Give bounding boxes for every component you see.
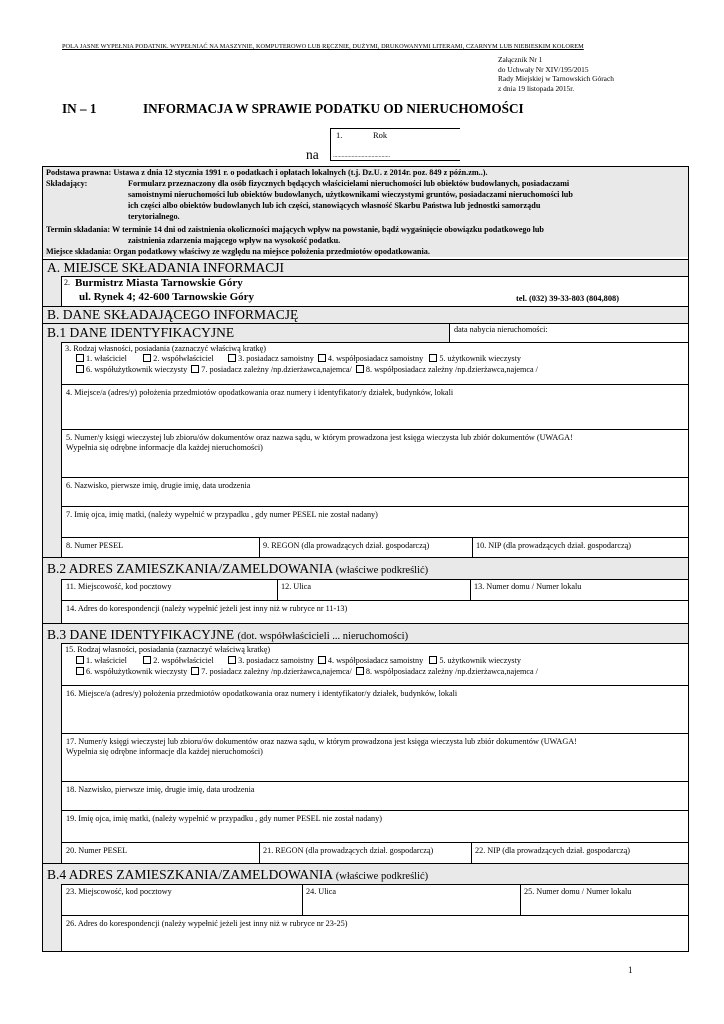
field-10-nip[interactable]	[472, 537, 688, 557]
field-2-number: 2.	[64, 278, 70, 287]
field-8-pesel[interactable]	[61, 537, 259, 557]
submitter-label: Składający:	[46, 179, 88, 188]
checkbox-icon[interactable]	[143, 354, 151, 362]
field-5-label-2: Wypełnia się odrębne informacje dla każdej nieruchomości)	[66, 443, 263, 453]
legal-basis-text: Ustawa z dnia 12 stycznia 1991 r. o podatkach i opłatach lokalnych (t.j. Dz.U. z 2014r. poz. 849 z późn.zm..).	[113, 168, 488, 177]
section-b4-note: (właściwe podkreślić)	[335, 871, 429, 882]
field-9-label: 9. REGON (dla prowadzących dział. gospodarczą)	[263, 541, 430, 550]
authority-address: ul. Rynek 4; 42-600 Tarnowskie Góry	[79, 291, 255, 303]
section-a-title: A. MIEJSCE SKŁADANIA INFORMACJI	[47, 260, 285, 275]
field-23-label: 23. Miejscowość, kod pocztowy	[66, 887, 172, 896]
indent-bar	[43, 342, 61, 557]
submitter-line-3: ich części albo obiektów budowlanych lub ich części, stanowiących własność Skarbu Państwa lub jednostki samorządu	[128, 201, 541, 210]
option-dependent-possessor[interactable]	[191, 365, 351, 374]
submitter-line-2: samoistnymi nieruchomości lub obiektów budowlanych, użytkownikami wieczystymi gruntów, posiadaczami nieruchomości lub	[128, 190, 573, 199]
section-b-header	[43, 306, 688, 323]
place-label: Miejsce składania:	[46, 247, 112, 256]
option-co-independent-possessor[interactable]	[318, 354, 423, 363]
section-b2-title-text: B.2 ADRES ZAMIESZKANIA/ZAMELDOWANIA	[47, 561, 333, 576]
option-label: 6. współużytkownik wieczysty	[86, 365, 188, 374]
field-5-land-register[interactable]	[61, 429, 688, 477]
field-12-label: 12. Ulica	[281, 582, 312, 591]
field-12-street[interactable]	[277, 579, 470, 600]
field-20-label: 20. Numer PESEL	[66, 846, 128, 855]
option-label: 8. współposiadacz zależny /np.dzierżawca,najemca /	[365, 667, 538, 676]
field-17-label-2: Wypełnia się odrębne informacje dla każdej nieruchomości)	[66, 747, 263, 757]
option-owner[interactable]	[76, 656, 127, 665]
field-16-location[interactable]	[61, 685, 688, 733]
form-title: INFORMACJA W SPRAWIE PODATKU OD NIERUCHOMOŚCI	[143, 101, 524, 116]
section-a-header	[43, 259, 688, 276]
year-prefix: na	[306, 147, 319, 162]
option-label: 2. współwłaściciel	[153, 354, 214, 363]
field-7-parents[interactable]	[61, 506, 688, 537]
annex-line: do Uchwały Nr XIV/195/2015	[498, 64, 589, 74]
option-label: 6. współużytkownik wieczysty	[86, 667, 188, 676]
option-label: 8. współposiadacz zależny /np.dzierżawca,najemca /	[365, 365, 538, 374]
section-b1-title: B.1 DANE IDENTYFIKACYJNE	[47, 325, 235, 340]
ownership-options-row-2	[76, 667, 538, 677]
field-11-label: 11. Miejscowość, kod pocztowy	[66, 582, 172, 591]
option-label: 3. posiadacz samoistny	[238, 354, 314, 363]
option-label: 4. współposiadacz samoistny	[327, 354, 424, 363]
field-21-regon[interactable]	[259, 842, 471, 863]
field-25-house-number[interactable]	[520, 884, 688, 915]
ownership-options-row-1	[76, 354, 521, 364]
field-24-label: 24. Ulica	[306, 887, 337, 896]
section-b4-title-text: B.4 ADRES ZAMIESZKANIA/ZAMELDOWANIA	[47, 867, 333, 882]
field-10-label: 10. NIP (dla prowadzących dział. gospodarczą)	[476, 541, 631, 550]
checkbox-icon[interactable]	[318, 354, 326, 362]
option-label: 5. użytkownik wieczysty	[439, 354, 521, 363]
field-15-label: 15. Rodzaj własności, posiadania (zaznaczyć właściwą kratkę)	[65, 645, 271, 654]
option-independent-possessor[interactable]	[228, 354, 314, 363]
option-label: 1. właściciel	[86, 354, 127, 363]
deadline	[46, 225, 544, 236]
option-label: 7. posiadacz zależny /np.dzierżawca,najemca/	[201, 667, 352, 676]
field-26-correspondence[interactable]	[61, 915, 688, 951]
field-13-house-number[interactable]	[470, 579, 688, 600]
option-co-independent-possessor[interactable]	[318, 656, 423, 665]
checkbox-icon[interactable]	[76, 667, 84, 675]
indent-bar	[43, 579, 61, 623]
top-instruction: POLA JASNE WYPEŁNIA PODATNIK. WYPEŁNIAĆ NA MASZYNIE, KOMPUTEROWO LUB RĘCZNIE, DUŻYMI, DRUKOWANYMI LITERAMI, CZARNYM LUB NIEBIESKIM KOLOREM	[62, 43, 584, 50]
section-b3-note: (dot. współwłaścicieli ... nieruchomości)	[237, 631, 409, 642]
legal-basis	[46, 168, 488, 179]
field-7-label: 7. Imię ojca, imię matki, (należy wypełnić w przypadku , gdy numer PESEL nie został nadany)	[66, 510, 378, 519]
field-20-pesel[interactable]	[61, 842, 259, 863]
section-b3-title-text: B.3 DANE IDENTYFIKACYJNE	[47, 627, 235, 642]
checkbox-icon[interactable]	[228, 354, 236, 362]
checkbox-icon[interactable]	[429, 656, 437, 664]
place	[46, 247, 430, 258]
field-4-location[interactable]	[61, 384, 688, 429]
field-3-label: 3. Rodzaj własności, posiadania (zaznaczyć właściwą kratkę)	[65, 344, 266, 353]
checkbox-icon[interactable]	[76, 656, 84, 664]
option-label: 7. posiadacz zależny /np.dzierżawca,najemca/	[201, 365, 352, 374]
deadline-line-2: zaistnienia zdarzenia mającego wpływ na wysokość podatku.	[128, 236, 341, 245]
checkbox-icon[interactable]	[76, 365, 84, 373]
annex-line: z dnia 19 listopada 2015r.	[498, 83, 575, 93]
field-16-label: 16. Miejsce/a (adres/y) położenia przedmiotów opodatkowania oraz numery i identyfikator/y działek, budynków, lokali	[66, 689, 458, 698]
section-b3-header	[43, 623, 688, 643]
option-label: 2. współwłaściciel	[153, 656, 214, 665]
legal-basis-label: Podstawa prawna:	[46, 168, 112, 177]
field-21-label: 21. REGON (dla prowadzących dział. gospodarczą)	[263, 846, 434, 855]
field-18-name[interactable]	[61, 781, 688, 810]
page-number: 1	[628, 965, 633, 975]
field-13-label: 13. Numer domu / Numer lokalu	[474, 582, 582, 591]
option-dependent-possessor[interactable]	[191, 667, 351, 676]
field-18-label: 18. Nazwisko, pierwsze imię, drugie imię, data urodzenia	[66, 785, 255, 794]
option-label: 5. użytkownik wieczysty	[439, 656, 521, 665]
checkbox-icon[interactable]	[228, 656, 236, 664]
deadline-line-1: W terminie 14 dni od zaistnienia okoliczności mających wpływ na powstanie, bądź wygaśnięcie obowiązku podatkowego lub	[111, 225, 544, 234]
option-co-owner[interactable]	[143, 354, 213, 363]
field-26-label: 26. Adres do korespondencji (należy wypełnić jeżeli jest inny niż w rubryce nr 23-25)	[66, 919, 348, 928]
field-19-parents[interactable]	[61, 810, 688, 842]
field-17-land-register[interactable]	[61, 733, 688, 781]
place-text: Organ podatkowy właściwy ze względu na miejsce położenia przedmiotów opodatkowania.	[113, 247, 430, 256]
field-4-label: 4. Miejsce/a (adres/y) położenia przedmiotów opodatkowania oraz numery i identyfikator/y działek, budynków, lokali	[66, 388, 454, 397]
indent-bar	[43, 884, 61, 951]
indent-bar	[43, 276, 61, 306]
section-b1-header	[43, 323, 449, 342]
option-perpetual-user[interactable]	[429, 656, 521, 665]
field-14-label: 14. Adres do korespondencji (należy wypełnić jeżeli jest inny niż w rubryce nr 11-13)	[66, 604, 348, 613]
acquisition-date-label: data nabycia nieruchomości:	[454, 325, 548, 334]
checkbox-icon[interactable]	[191, 667, 199, 675]
field-6-label: 6. Nazwisko, pierwsze imię, drugie imię, data urodzenia	[66, 481, 251, 490]
option-co-dependent-possessor[interactable]	[356, 667, 538, 676]
section-b2-note: (właściwe podkreślić)	[335, 565, 429, 576]
checkbox-icon[interactable]	[318, 656, 326, 664]
section-b4-header	[43, 863, 688, 884]
section-b2-header	[43, 557, 688, 579]
indent-bar	[43, 643, 61, 863]
option-perpetual-user[interactable]	[429, 354, 521, 363]
option-independent-possessor[interactable]	[228, 656, 314, 665]
field-9-regon[interactable]	[259, 537, 472, 557]
option-label: 1. właściciel	[86, 656, 127, 665]
checkbox-icon[interactable]	[429, 354, 437, 362]
option-owner[interactable]	[76, 354, 127, 363]
option-label: 4. współposiadacz samoistny	[327, 656, 424, 665]
field-23-city[interactable]	[61, 884, 302, 915]
authority-name: Burmistrz Miasta Tarnowskie Góry	[75, 277, 243, 289]
deadline-label: Termin składania:	[46, 225, 111, 234]
checkbox-icon[interactable]	[76, 354, 84, 362]
checkbox-icon[interactable]	[356, 667, 364, 675]
option-co-owner[interactable]	[143, 656, 213, 665]
submitter-line-4: terytorialnego.	[128, 212, 180, 221]
annex-line: Rady Miejskiej w Tarnowskich Górach	[498, 74, 614, 84]
field-14-correspondence[interactable]	[61, 600, 688, 623]
authority-phone: tel. (032) 39-33-803 (804,808)	[516, 294, 620, 303]
ownership-options-row-2	[76, 365, 538, 375]
option-co-dependent-possessor[interactable]	[356, 365, 538, 374]
field-11-city[interactable]	[61, 579, 277, 600]
checkbox-icon[interactable]	[191, 365, 199, 373]
submitter-line-1: Formularz przeznaczony dla osób fizycznych będących właścicielami nieruchomości lub obiektów budowlanych, posiadaczami	[128, 179, 570, 188]
field-19-label: 19. Imię ojca, imię matki, (należy wypełnić w przypadku , gdy numer PESEL nie został nadany)	[66, 814, 382, 823]
option-label: 3. posiadacz samoistny	[238, 656, 314, 665]
year-field-number: 1.	[336, 130, 343, 140]
option-co-perpetual-user[interactable]	[76, 667, 187, 676]
form-code: IN – 1	[62, 101, 97, 116]
field-22-nip[interactable]	[471, 842, 688, 863]
acquisition-date-field[interactable]	[449, 323, 688, 342]
annex-line: Załącznik Nr 1	[498, 55, 543, 64]
year-field-label: Rok	[373, 130, 388, 140]
ownership-options-row-1	[76, 656, 521, 666]
annex-note	[498, 55, 614, 93]
field-8-label: 8. Numer PESEL	[66, 541, 124, 550]
field-5-label-1: 5. Numer/y księgi wieczystej lub zbioru/ów dokumentów oraz nazwa sądu, w którym prowadzona jest księga wieczysta lub zbiór dokumentów (UWAGA!	[66, 433, 573, 442]
field-6-name[interactable]	[61, 477, 688, 506]
section-b-title: B. DANE SKŁADAJĄCEGO INFORMACJĘ	[47, 307, 299, 322]
field-25-label: 25. Numer domu / Numer lokalu	[524, 887, 632, 896]
checkbox-icon[interactable]	[143, 656, 151, 664]
field-22-label: 22. NIP (dla prowadzących dział. gospodarczą)	[475, 846, 630, 855]
field-17-label-1: 17. Numer/y księgi wieczystej lub zbioru/ów dokumentów oraz nazwa sądu, w którym prowadzona jest księga wieczysta lub zbiór dokumentów (UWAGA!	[66, 737, 577, 746]
option-co-perpetual-user[interactable]	[76, 365, 187, 374]
checkbox-icon[interactable]	[356, 365, 364, 373]
year-field-dots: ........................................	[333, 152, 391, 159]
field-24-street[interactable]	[302, 884, 520, 915]
